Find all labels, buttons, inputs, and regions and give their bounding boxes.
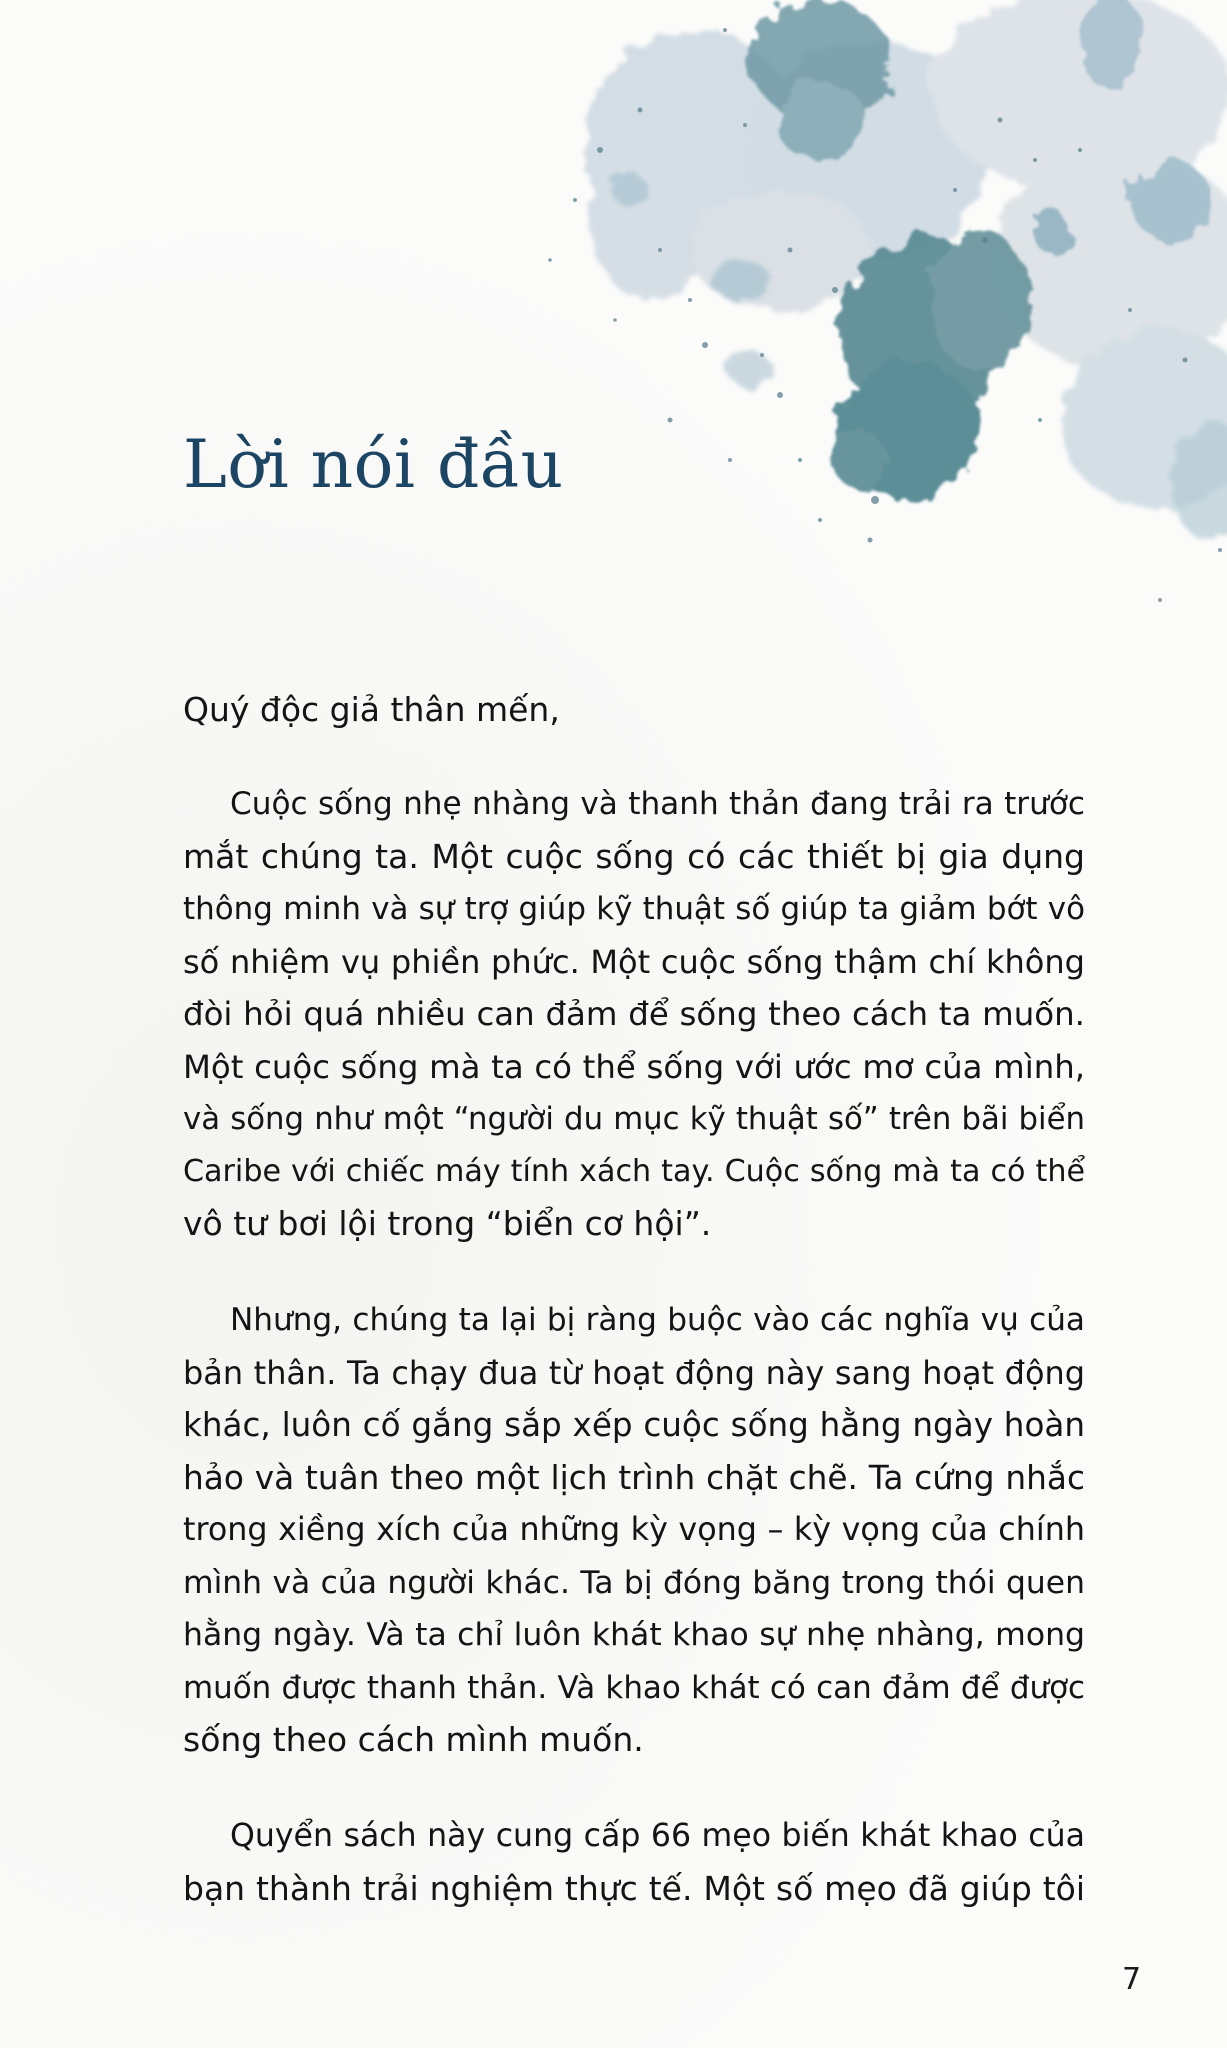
paragraph-1 — [183, 778, 1085, 1251]
text-line: bản thân. Ta chạy đua từ hoạt động này sang hoạt động — [183, 1353, 1085, 1392]
text-line: Quyển sách này cung cấp 66 mẹo biến khát khao của — [230, 1818, 1085, 1854]
text-line: muốn được thanh thản. Và khao khát có can đảm để được — [183, 1669, 1085, 1706]
text-line: thông minh và sự trợ giúp kỹ thuật số giúp ta giảm bớt vô — [183, 891, 1085, 927]
text-line: Một cuộc sống mà ta có thể sống với ước mơ của mình, — [183, 1047, 1085, 1086]
page-title: Lời nói đầu — [183, 426, 564, 503]
paragraph-2 — [183, 1294, 1085, 1767]
text-line: mình và của người khác. Ta bị đóng băng trong thói quen — [183, 1564, 1085, 1601]
text-line: Cuộc sống nhẹ nhàng và thanh thản đang trải ra trước — [230, 786, 1085, 822]
text-line: sống theo cách mình muốn. — [183, 1720, 644, 1759]
text-line: vô tư bơi lội trong “biển cơ hội”. — [183, 1204, 712, 1243]
text-line: đòi hỏi quá nhiều can đảm để sống theo cách ta muốn. — [183, 995, 1085, 1033]
greeting: Quý độc giả thân mến, — [183, 690, 560, 729]
text-line: hảo và tuân theo một lịch trình chặt chẽ. Ta cứng nhắc — [183, 1458, 1085, 1497]
text-line: số nhiệm vụ phiền phức. Một cuộc sống thậm chí không — [183, 942, 1085, 981]
text-line: bạn thành trải nghiệm thực tế. Một số mẹo đã giúp tôi — [183, 1868, 1085, 1908]
watercolor-splash-decoration — [480, 0, 1227, 620]
text-line: Caribe với chiếc máy tính xách tay. Cuộc sống mà ta có thể — [183, 1153, 1085, 1189]
text-line: mắt chúng ta. Một cuộc sống có các thiết bị gia dụng — [183, 836, 1085, 876]
text-line: và sống như một “người du mục kỹ thuật số” trên bãi biển — [183, 1101, 1085, 1137]
text-line: Nhưng, chúng ta lại bị ràng buộc vào các nghĩa vụ của — [230, 1302, 1085, 1338]
text-line: khác, luôn cố gắng sắp xếp cuộc sống hằng ngày hoàn — [183, 1406, 1085, 1444]
text-line: hằng ngày. Và ta chỉ luôn khát khao sự nhẹ nhàng, mong — [183, 1617, 1085, 1653]
text-line: trong xiềng xích của những kỳ vọng – kỳ vọng của chính — [183, 1512, 1085, 1548]
show-through-text — [150, 150, 1200, 208]
page-number: 7 — [1122, 1962, 1142, 1997]
paragraph-3 — [183, 1810, 1085, 1915]
